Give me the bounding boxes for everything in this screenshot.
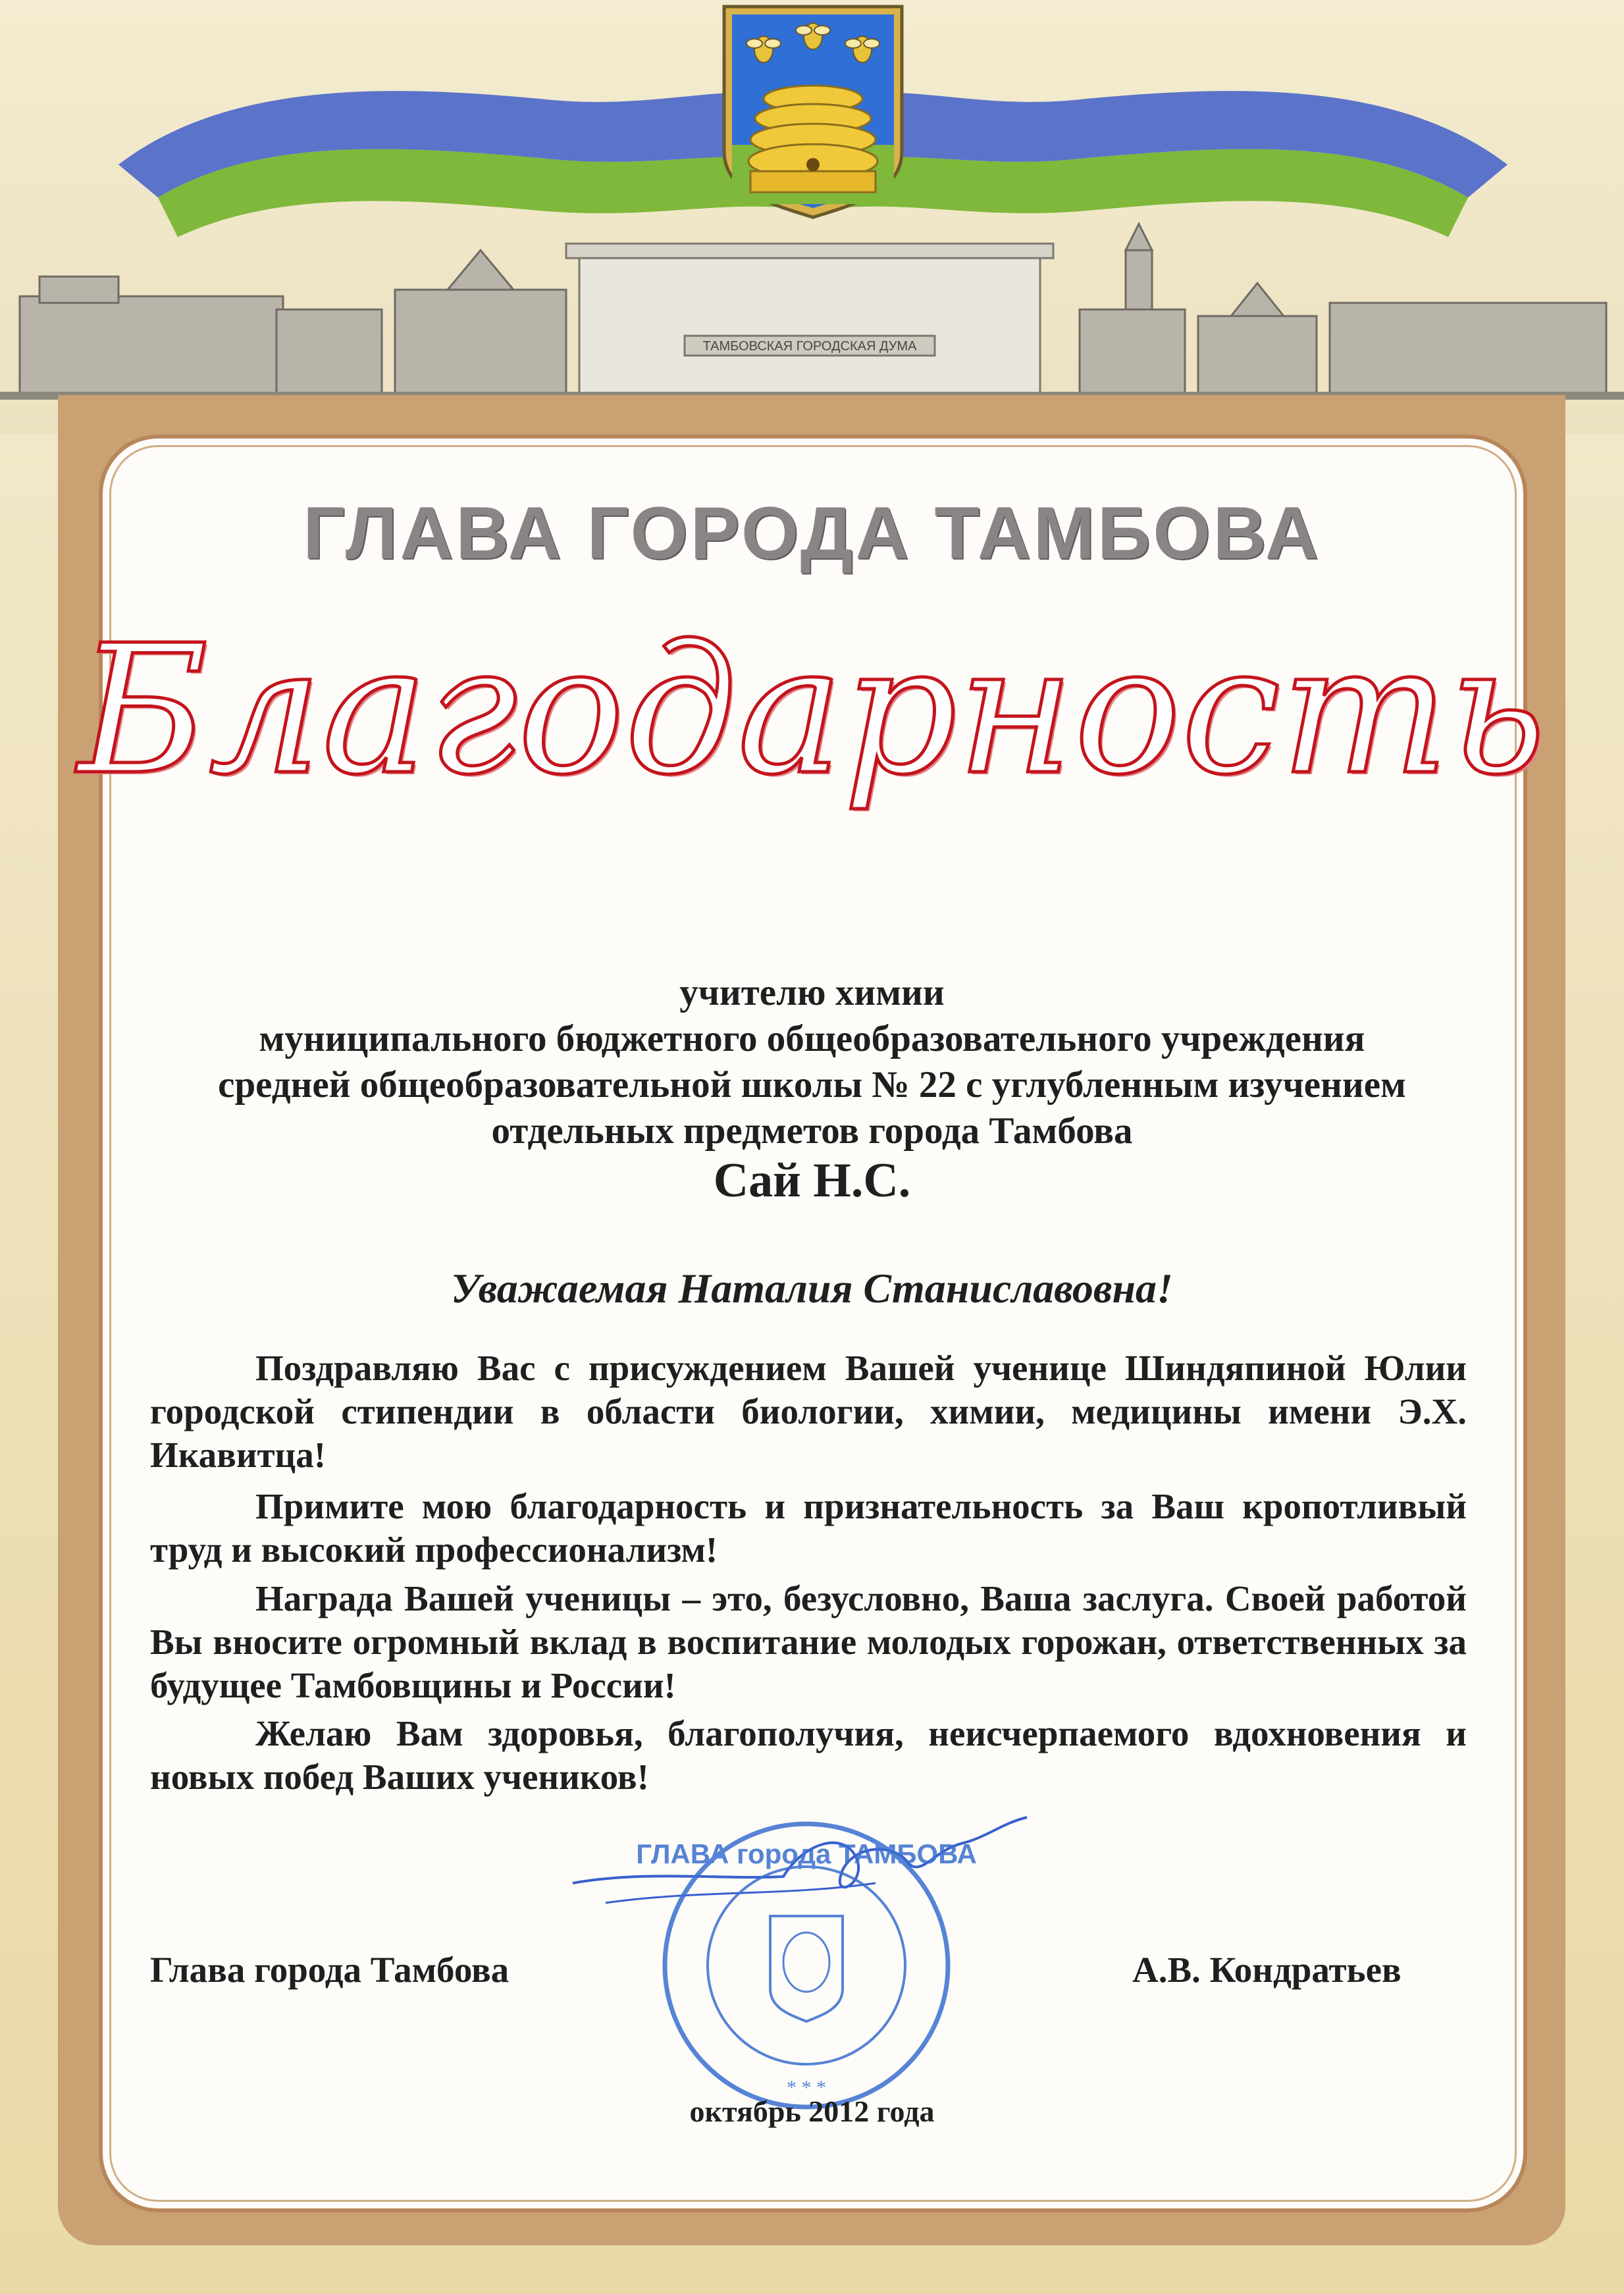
paragraph-text: Поздравляю Вас с присуждением Вашей ученице Шиндяпиной Юлии городской стипендии в области биологии, химии, медицины имени Э.Х. Икавитца! xyxy=(150,1348,1467,1475)
recipient-institution-line2: средней общеобразовательной школы № 22 с углубленным изучением xyxy=(218,1064,1406,1106)
beehive-icon xyxy=(748,86,877,192)
paragraph-text: Желаю Вам здоровья, благополучия, неисчерпаемого вдохновения и новых побед Ваших учеников! xyxy=(150,1713,1467,1797)
official-stamp xyxy=(636,1817,977,2114)
paragraph-text: Примите мою благодарность и признательность за Ваш кропотливый труд и высокий профессионализм! xyxy=(150,1486,1467,1570)
stamp-text: ГЛАВА города ТАМБОВА xyxy=(636,1838,977,1869)
org-title: ГЛАВА ГОРОДА ТАМБОВА xyxy=(303,492,1321,574)
paragraph-text: Награда Вашей ученицы – это, безусловно, Ваша заслуга. Своей работой Вы вносите огромный вклад в воспитание молодых горожан, ответственных за будущее Тамбовщины и России! xyxy=(150,1578,1467,1705)
paragraph-wishes xyxy=(150,1712,1467,1799)
building-sign: ТАМБОВСКАЯ ГОРОДСКАЯ ДУМА xyxy=(702,339,917,354)
paragraph-merit xyxy=(150,1577,1467,1707)
recipient-name: Сай Н.С. xyxy=(713,1154,911,1208)
recipient-institution-line1: муниципального бюджетного общеобразовательного учреждения xyxy=(259,1018,1365,1059)
document-title: Благодарность xyxy=(78,606,1546,814)
signature-title: Глава города Тамбова xyxy=(150,1950,510,1990)
signature-name: А.В. Кондратьев xyxy=(1132,1950,1401,1990)
header-art xyxy=(0,0,1624,435)
paragraph-gratitude xyxy=(150,1485,1467,1572)
recipient-institution-line3: отдельных предметов города Тамбова xyxy=(491,1110,1133,1152)
document-date: октябрь 2012 года xyxy=(689,2094,935,2128)
tambov-coat-of-arms-icon xyxy=(724,7,902,217)
recipient-position: учителю химии xyxy=(679,972,945,1013)
paragraph-congratulation xyxy=(150,1347,1467,1477)
greeting: Уважаемая Наталия Станиславовна! xyxy=(451,1265,1173,1312)
svg-text:* * *: * * * xyxy=(787,2077,826,2098)
duma-building xyxy=(566,244,1053,408)
